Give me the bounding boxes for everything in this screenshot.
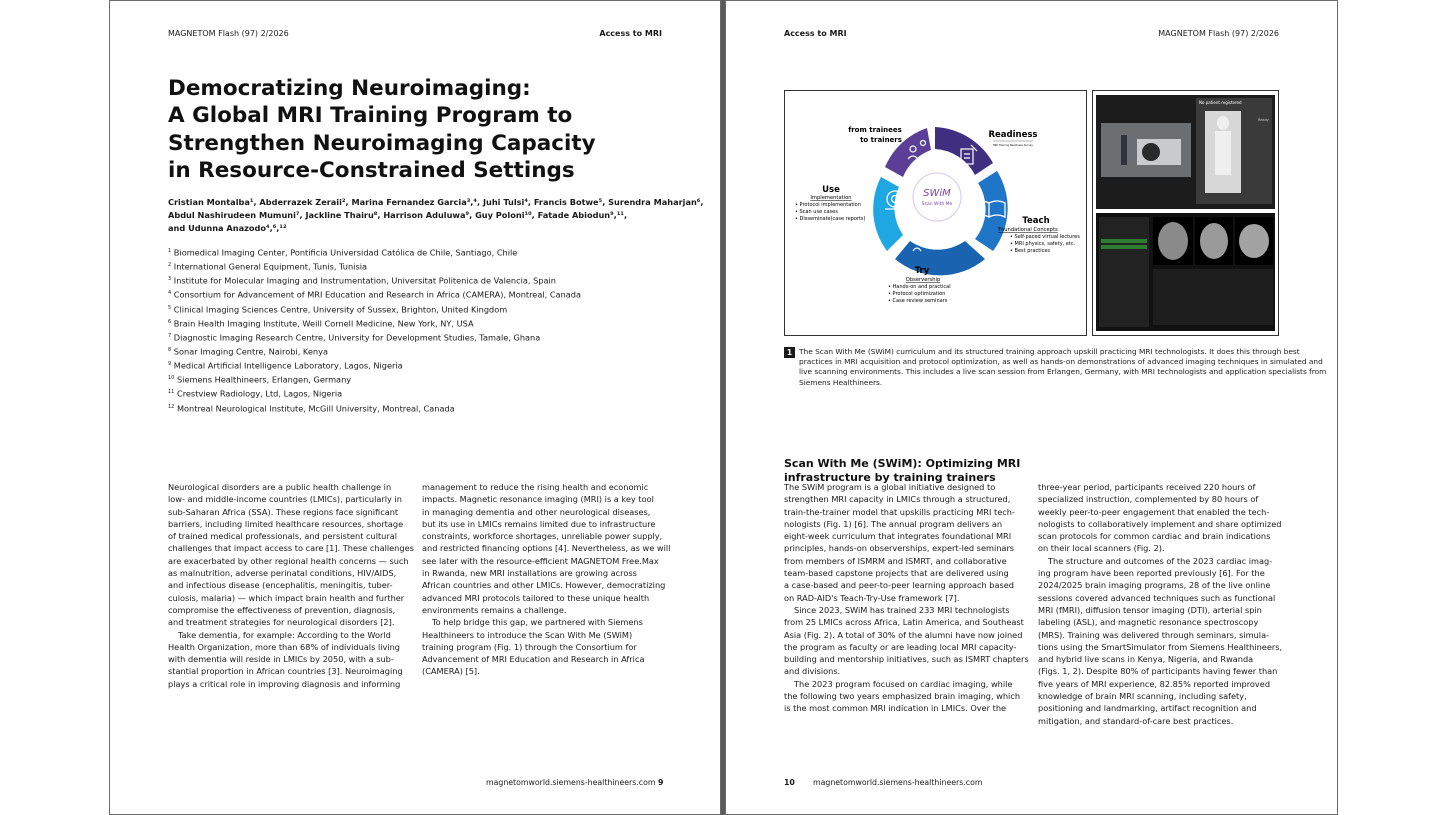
protocol-list: [1099, 217, 1149, 327]
segment-use: [873, 177, 903, 251]
figure-caption: The Scan With Me (SWiM) curriculum and its structured training approach upskill practicing MRI technologists. It does this through best practices in MRI acquisition and protocol optimization, as well as hands-on demonstrations of advanced imaging techniques in simulated and live scanning environments. This includes a live scan session from Erlangen, Germany, with MRI technologists and application specialists from Siemens Healthineers.: [799, 347, 1327, 387]
teach-bullet: • Self-paced virtual lectures: [1010, 234, 1080, 240]
article-title: [168, 75, 628, 184]
brain-axial: [1239, 224, 1269, 258]
right-page: [725, 0, 1338, 815]
segment-teach: [975, 171, 1008, 251]
segment-try: [895, 241, 985, 275]
brain-coronal: [1200, 223, 1228, 259]
protocol-row-active: [1101, 245, 1147, 249]
console-ready-text: Ready: [1258, 118, 1269, 122]
affiliation-item: $^{10}$ Siemens Healthineers, Erlangen, Germany: [168, 375, 352, 385]
right-header-section: Access to MRI: [784, 29, 847, 38]
left-header-section: Access to MRI: [599, 29, 662, 38]
readiness-subtitle: MRI Training Readiness Survey: [993, 144, 1033, 147]
left-body-column-1: Neurological disorders are a public health challenge in low- and middle-income countries (LMICs), particularly in sub-Saharan Africa (SSA). These regions face significant barriers, including limited healthcare resources, shortage of trained medical professionals, and persistent cultural challenges that impact access to care [1]. These challenges are exacerbated by other regional health concerns — such as malnutrition, adverse perinatal conditions, HIV/AIDS, and infectious disease (encephalitis, meningitis, tuber- culosis, malaria) — which impact brain health and further compromise the effectiveness of prevention, diagnosis, and treatment strategies for neurological disorders [2]. Take dementia, for example: According to the World Health Organization, more than 68% of individuals living with dementia will reside in LMICs by 2050, with a sub- stantial proportion in African countries [3]. Neuroimaging plays a critical role in improving diagnosis and informing: [168, 482, 414, 689]
affiliation-item: $^1$ Biomedical Imaging Center, Pontificia Universidad Católica de Chile, Santiago, Chile: [168, 247, 518, 258]
teach-title: Teach: [1022, 216, 1050, 226]
mri-bore-shape: [1142, 143, 1160, 161]
technologist-figure: [1121, 135, 1127, 165]
left-body-column-2: management to reduce the rising health and economic impacts. Magnetic resonance imaging (MRI) is a key tool in managing dementia and other neurological diseases, but its use in LMICs remains limited due to infrastructure constraints, workforce shortages, unreliable power supply, and restricted financing options [4]. Nevertheless, as we will see later with the resource-efficient MAGNETOM Free.Max in Rwanda, new MRI installations are growing across African countries and other LMICs. However, democratizing advanced MRI protocols tailored to these unique health environments remains a challenge. To help bridge this gap, we partnered with Siemens Healthineers to introduce the Scan With Me (SWiM) training program (Fig. 1) through the Consortium for Advancement of MRI Education and Research in Africa (CAMERA) [5].: [422, 482, 671, 677]
figure-number-badge: 1: [784, 347, 795, 358]
use-title: Use: [822, 185, 840, 195]
readiness-title: Readiness: [988, 130, 1038, 140]
try-bullet: • Hands-on and practical: [888, 284, 951, 290]
parameter-table: [1153, 269, 1273, 325]
author-line: Abdul Nashirudeen Mumuni⁷, Jackline Thairu⁸, Harrison Aduluwa⁹, Guy Poloni¹⁰, Fatade Abiodun⁹,¹¹,: [168, 210, 628, 220]
try-subtitle: Observership: [905, 277, 941, 283]
brain-sagittal: [1158, 222, 1188, 260]
right-body-column-1: The SWiM program is a global initiative designed to strengthen MRI capacity in LMICs through a structured, train-the-trainer model that upskills practicing MRI tech- nologists (Fig. 1) [6]. The annual program delivers an eight-week curriculum that integrates foundational MRI principles, hands-on observerships, expert-led seminars from members of ISMRM and ISMRT, and collaborative team-based capstone projects that are delivered using a case-based and peer-to-peer learning approach based on RAD-AID's Teach-Try-Use framework [7]. Since 2023, SWiM has trained 233 MRI technologists from 25 LMICs across Africa, Latin America, and Southeast Asia (Fig. 2). A total of 30% of the alumni have now joined the program as faculty or are leading local MRI capacity- building and mentorship initiatives, such as ISMRT chapters and divisions. The 2023 program focused on cardiac imaging, while the following two years emphasized brain imaging, which is the most common MRI indication in LMICs. Over the: [784, 482, 1029, 714]
author-line: Cristian Montalba¹, Abderrazek Zeraii², Marina Fernandez Garcia³,⁴, Juhi Tulsi⁴, Francis Botwe⁵, Surendra Maharjan⁶,: [168, 197, 704, 207]
try-bullet: • Case review seminars: [888, 298, 948, 304]
teach-bullet: • MRI physics, safety, etc.: [1010, 241, 1076, 247]
section-heading: Scan With Me (SWiM): Optimizing MRI infrastructure by training trainers: [784, 457, 1021, 485]
title-line: in Resource-Constrained Settings: [168, 157, 575, 183]
patient-body: [1215, 131, 1231, 175]
left-page: [109, 0, 721, 815]
try-bullet: • Protocol optimization: [888, 291, 946, 297]
center-label-sub: Scan With Me: [921, 202, 953, 207]
try-title: Try: [914, 266, 930, 276]
live-scan-figure: [1092, 90, 1279, 336]
swim-cycle-diagram: [785, 91, 1086, 335]
affiliation-list: [168, 245, 648, 415]
affiliation-item: $^2$ International General Equipment, Tunis, Tunisia: [168, 261, 368, 272]
title-line: Democratizing Neuroimaging:: [168, 76, 531, 101]
live-scan-screens: [1093, 91, 1278, 335]
use-bullet: • Scan use cases: [795, 209, 838, 215]
affiliation-item: $^7$ Diagnostic Imaging Research Centre, University for Development Studies, Tamale, Ghana: [168, 332, 541, 343]
title-line: A Global MRI Training Program to: [168, 103, 573, 129]
trainees-label: from trainees: [848, 126, 902, 134]
protocol-row-active: [1101, 239, 1147, 243]
right-page-number: 10: [784, 778, 795, 787]
author-line: and Udunna Anazodo⁴,⁶,¹²: [168, 223, 287, 233]
patient-head: [1217, 116, 1229, 130]
use-subtitle: Implementation: [810, 195, 852, 201]
left-page-number: 9: [658, 778, 664, 787]
affiliation-item: $^{12}$ Montreal Neurological Institute, McGill University, Montreal, Canada: [168, 403, 455, 414]
author-list: [168, 196, 704, 235]
swim-cycle-figure: [784, 90, 1087, 336]
right-body-column-2: three-year period, participants received 220 hours of specialized instruction, complemented by 80 hours of weekly peer-to-peer engagement that enabled the tech- nologists to collaboratively implement and share optimized scan protocols for common cardiac and brain indications on their local scanners (Fig. 2). The structure and outcomes of the 2023 cardiac imag- ing program have been reported previously [6]. For the 2024/2025 brain imaging programs, 28 of the live online sessions covered advanced techniques such as functional MRI (fMRI), diffusion tensor imaging (DTI), arterial spin labeling (ASL), and magnetic resonance spectroscopy (MRS). Training was delivered through seminars, simula- tions using the SmartSimulator from Siemens Healthineers, and hybrid live scans in Kenya, Nigeria, and Rwanda (Figs. 1, 2). Despite 80% of participants having fewer than five years of MRI experience, 82.85% reported improved knowledge of brain MRI scanning, including safety, positioning and landmarking, artifact recognition and mitigation, and standard-of-care best practices.: [1038, 482, 1283, 726]
affiliation-item: $^6$ Brain Health Imaging Institute, Weill Cornell Medicine, New York, NY, USA: [168, 318, 474, 329]
title-line: Strengthen Neuroimaging Capacity: [168, 130, 596, 156]
trainers-label: to trainers: [860, 136, 902, 144]
right-header-journal: MAGNETOM Flash (97) 2/2026: [1158, 29, 1279, 38]
segment-readiness: [935, 127, 993, 175]
teach-bullet: • Best practices: [1010, 248, 1051, 254]
use-bullet: • Protocol implementation: [795, 202, 861, 208]
affiliation-item: $^3$ Institute for Molecular Imaging and Instrumentation, Universitat Politenica de Valencia, Spain: [168, 276, 556, 287]
affiliation-item: $^4$ Consortium for Advancement of MRI Education and Research in Africa (CAMERA), Montreal, Canada: [168, 290, 581, 301]
affiliation-item: $^8$ Sonar Imaging Centre, Nairobi, Kenya: [168, 346, 328, 357]
center-label-swim: SWiM: [923, 188, 951, 199]
right-footer-url[interactable]: magnetomworld.siemens-healthineers.com: [813, 778, 983, 787]
affiliation-item: $^9$ Medical Artificial Intelligence Laboratory, Lagos, Nigeria: [168, 360, 403, 371]
teach-subtitle: Foundational Concepts: [998, 227, 1058, 233]
use-bullet: • Disseminate(case reports): [795, 216, 866, 222]
left-header-journal: MAGNETOM Flash (97) 2/2026: [168, 29, 289, 38]
affiliation-item: $^{11}$ Crestview Radiology, Ltd, Lagos, Nigeria: [168, 389, 343, 400]
left-footer-url[interactable]: magnetomworld.siemens-healthineers.com: [486, 778, 656, 787]
console-status-text: No patient registered: [1199, 100, 1242, 105]
affiliation-item: $^5$ Clinical Imaging Sciences Centre, University of Sussex, Brighton, United Kingdom: [168, 304, 508, 315]
presentation-icon: [913, 233, 941, 251]
